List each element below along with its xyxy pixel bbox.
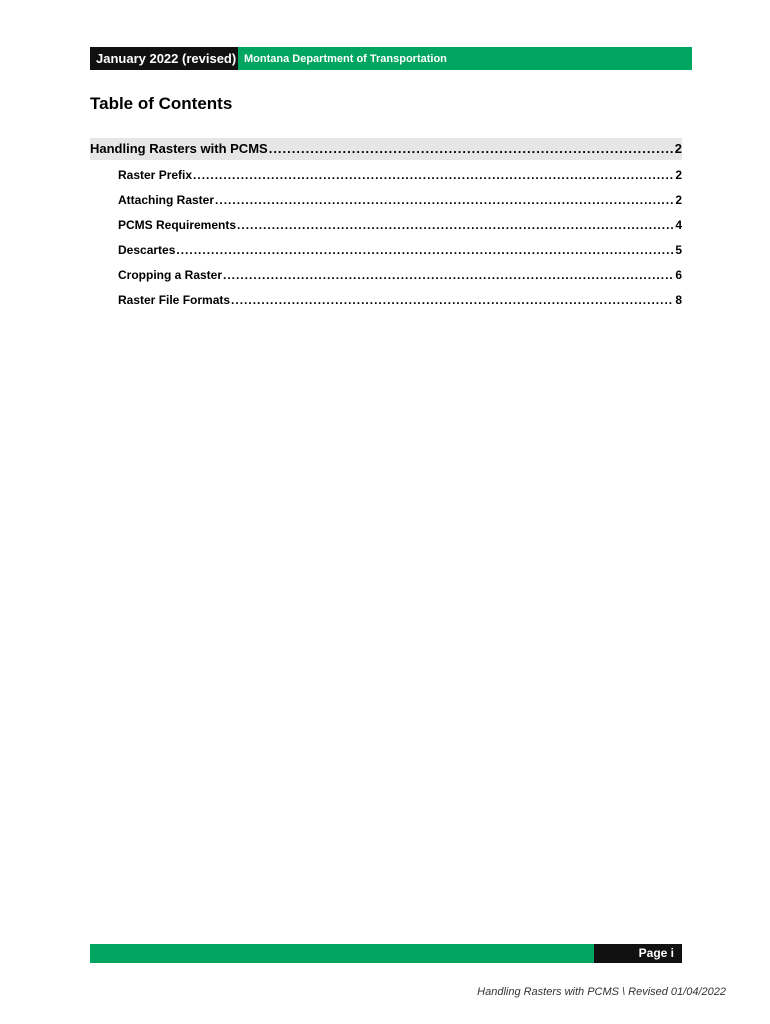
toc-dot-leader (215, 188, 674, 213)
header-bar (90, 47, 692, 70)
toc-dot-leader (231, 288, 674, 313)
toc-dot-leader (237, 213, 674, 238)
toc-entry-label: Raster File Formats (118, 293, 231, 307)
toc-entry-page: 6 (675, 268, 682, 282)
footer-page-number: Page i (594, 944, 682, 963)
toc-entry-page: 2 (674, 141, 682, 156)
header-organization: Montana Department of Transportation (244, 53, 447, 65)
toc-entry-page: 8 (675, 293, 682, 307)
toc-entry-page: 5 (675, 243, 682, 257)
toc-entry-attaching-raster[interactable] (90, 188, 682, 213)
toc-entry-label: Raster Prefix (118, 168, 193, 182)
footer-bar (90, 944, 682, 963)
toc-entry-label: PCMS Requirements (118, 218, 237, 232)
toc-dot-leader (269, 138, 674, 160)
toc-entry-page: 2 (675, 168, 682, 182)
toc-entry-handling-rasters[interactable] (90, 138, 682, 160)
toc-entry-page: 4 (675, 218, 682, 232)
toc-title: Table of Contents (90, 94, 233, 113)
toc-entry-descartes[interactable] (90, 238, 682, 263)
toc-entry-cropping-raster[interactable] (90, 263, 682, 288)
header-date: January 2022 (revised) (90, 47, 238, 70)
toc-entry-label: Handling Rasters with PCMS (90, 141, 268, 156)
toc-entry-label: Descartes (118, 243, 176, 257)
footer-note: Handling Rasters with PCMS \ Revised 01/04/2022 (477, 986, 726, 998)
toc-entry-page: 2 (675, 193, 682, 207)
toc-entry-label: Attaching Raster (118, 193, 215, 207)
toc-dot-leader (176, 238, 674, 263)
toc-entry-raster-file-formats[interactable] (90, 288, 682, 313)
toc-entry-pcms-requirements[interactable] (90, 213, 682, 238)
toc-list (90, 138, 682, 313)
toc-entry-label: Cropping a Raster (118, 268, 223, 282)
toc-dot-leader (223, 263, 674, 288)
toc-dot-leader (193, 163, 674, 188)
toc-entry-raster-prefix[interactable] (90, 163, 682, 188)
